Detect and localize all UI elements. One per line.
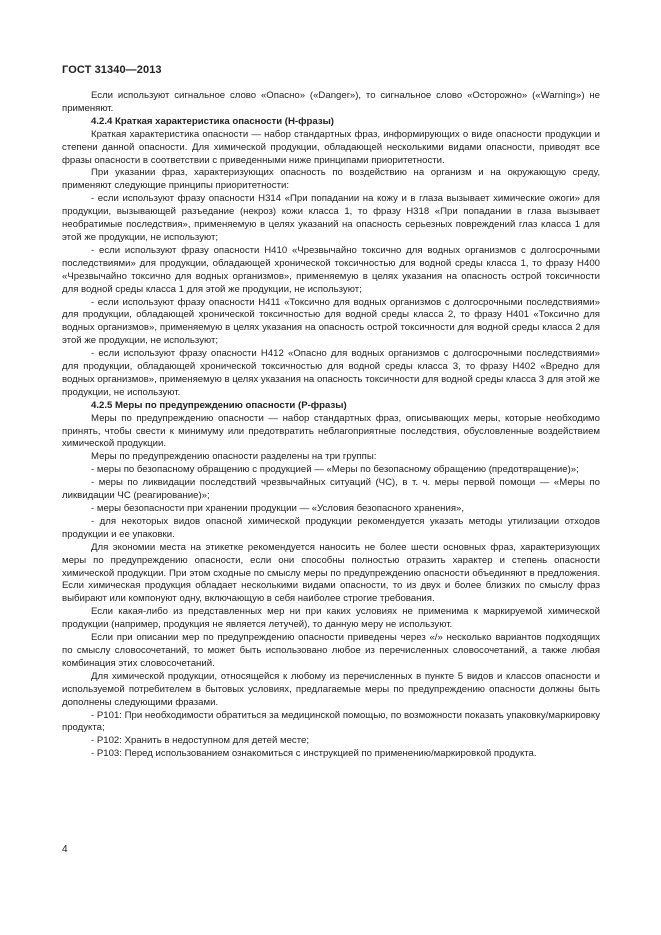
list-item: - Р102: Хранить в недоступном для детей месте; (91, 735, 310, 747)
list-item: - если используют фразу опасности Н314 «При попадании на кожу и в глаза вызывает химические ожоги» для продукции, вызывающей разъедание (некроз) кожи класса 1, то фразу Н318 «При попадании в глаза вызывает необратимые последствия», применяемую в целях указаний на опасность серьезных повреждений глаз класса 1 для этой же продукции, не используют; (62, 193, 600, 243)
paragraph: Для экономии места на этикетке рекомендуется наносить не более шести основных фраз, характеризующих меры по предупреждению опасности, если они способны полностью отразить характер и степень опасности химической продукции. При этом сходные по смыслу меры по предупреждению опасности объединяют в предложения. Если химическая продукция обладает несколькими видами опасности, то из двух и более близких по смыслу фраз выбирают или компонуют одну, включающую в себя наиболее строгие требования. (62, 541, 600, 605)
section-heading: 4.2.5 Меры по предупреждению опасности (Р-фразы) (91, 399, 347, 411)
list-item: - если используют фразу опасности Н411 «Токсично для водных организмов с долгосрочными последствиями» для продукции, обладающей хронической токсичностью для водной среды класса 2, то фразу Н401 «Токсично для водных организмов», применяемую в целях указания на опасность острой токсичности для водной среды класса 2 для этой же продукции, не используют; (62, 296, 600, 347)
document-code: ГОСТ 31340—2013 (62, 64, 162, 76)
paragraph: Для химической продукции, относящейся к любому из перечисленных в пункте 5 видов и классов опасности и используемой потребителем в бытовых условиях, предлагаемые меры по предупреждению опасности должны быть дополнены следующими фразами. (62, 670, 600, 708)
body-text (62, 90, 600, 761)
list-item: - меры по безопасному обращению с продукцией — «Меры по безопасному обращению (предотвращение)»; (91, 464, 579, 476)
list-item: - если используют фразу опасности Н410 «Чрезвычайно токсично для водных организмов с долгосрочными последствиями» для продукции, обладающей хронической токсичностью для водной среды класса 1, то фразу Н400 «Чрезвычайно токсично для водных организмов», применяемую в целях указания на опасность острой токсичности для водной среды класса 1 для этой же продукции, не используют; (62, 244, 600, 295)
paragraph: Если при описании мер по предупреждению опасности приведены через «/» несколько вариантов подходящих по смыслу словосочетаний, то может быть использовано любое из перечисленных словосочетаний, а также любая комбинация этих словосочетаний. (62, 632, 600, 669)
list-item: - Р103: Перед использованием ознакомиться с инструкцией по применению/маркировкой продукта. (91, 748, 537, 760)
paragraph: Меры по предупреждению опасности — набор стандартных фраз, описывающих меры, которые необходимо принять, чтобы свести к минимуму или предотвратить неблагоприятные последствия, обусловленные воздействием химической продукции. (62, 412, 600, 450)
list-item: - для некоторых видов опасной химической продукции рекомендуется указать методы утилизации отходов продукции и ее упаковки. (62, 515, 600, 540)
paragraph: При указании фраз, характеризующих опасность по воздействию на организм и на окружающую среду, применяют следующие принципы приоритетности: (62, 167, 600, 192)
list-item: - меры по ликвидации последствий чрезвычайных ситуаций (ЧС), в т. ч. меры первой помощи — «Меры по ликвидации ЧС (реагирование)»; (62, 477, 600, 502)
list-item: - меры безопасности при хранении продукции — «Условия безопасного хранения», (91, 503, 465, 514)
paragraph: Если какая-либо из представленных мер ни при каких условиях не применима к маркируемой химической продукции (например, продукция не является летучей), то данную меру не используют. (62, 606, 600, 631)
list-item: - если используют фразу опасности Н412 «Опасно для водных организмов с долгосрочными последствиями» для продукции, обладающей хронической токсичностью для водной среды класса 3, то фразу Н402 «Вредно для водных организмов», применяемую в целях указания на опасность токсичности для водной среды класса 3 для этой же продукции, не используют. (62, 348, 600, 398)
paragraph: Если используют сигнальное слово «Опасно» («Danger»), то сигнальное слово «Осторожно» («Warning») не применяют. (62, 90, 600, 114)
page-number: 4 (62, 844, 68, 855)
list-item: - Р101: При необходимости обратиться за медицинской помощью, по возможности показать упаковку/маркировку продукта; (62, 709, 600, 734)
paragraph: Краткая характеристика опасности — набор стандартных фраз, информирующих о виде опасности продукции и степени данной опасности. Для химической продукции, обладающей несколькими видами опасности, приводят все фразы опасности в соответствии с приведенными ниже принципами приоритетности. (62, 128, 600, 166)
section-heading: 4.2.4 Краткая характеристика опасности (Н-фразы) (91, 115, 334, 127)
paragraph: Меры по предупреждению опасности разделены на три группы: (91, 451, 377, 463)
